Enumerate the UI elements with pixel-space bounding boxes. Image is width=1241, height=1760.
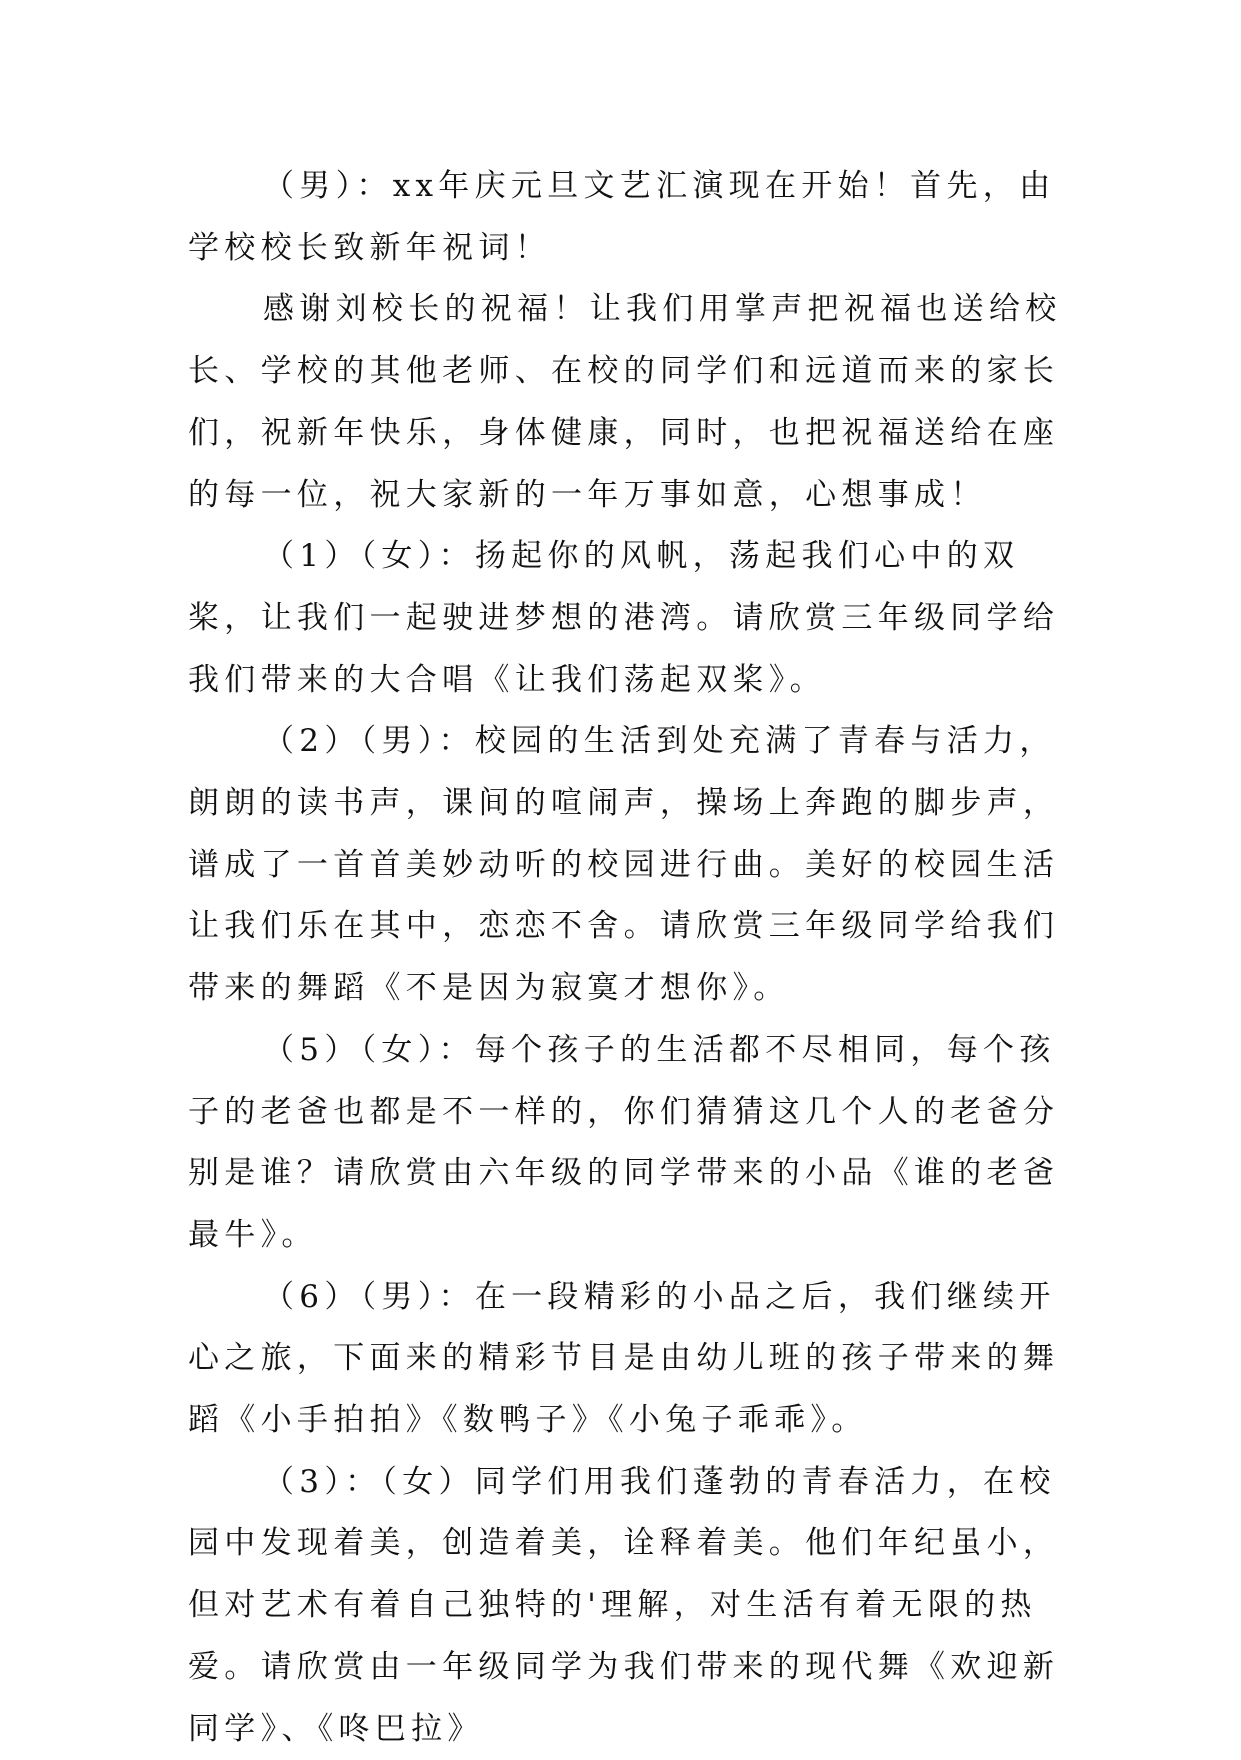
paragraph-program-6: （6）（男）：在一段精彩的小品之后，我们继续开心之旅，下面来的精彩节目是由幼儿班的孩子带来的舞蹈《小手拍拍》《数鸭子》《小兔子乖乖》。 — [188, 1278, 1060, 1439]
paragraph-program-1: （1）（女）：扬起你的风帆，荡起我们心中的双桨，让我们一起驶进梦想的港湾。请欣赏三年级同学给我们带来的大合唱《让我们荡起双桨》。 — [188, 538, 1060, 698]
paragraph-opening: （男）：xx年庆元旦文艺汇演现在开始！首先，由学校校长致新年祝词！ — [188, 168, 1056, 266]
document-body — [188, 156, 1088, 1760]
paragraph-program-3: （3）：（女）同学们用我们蓬勃的青春活力，在校园中发现着美，创造着美，诠释着美。他们年纪虽小，但对艺术有着自己独特的'理解，对生活有着无限的热爱。请欣赏由一年级同学为我们带来的现代舞《欢迎新同学》、《咚巴拉》 — [188, 1463, 1060, 1747]
paragraph-thanks: 感谢刘校长的祝福！让我们用掌声把祝福也送给校长、学校的其他老师、在校的同学们和远道而来的家长们，祝新年快乐，身体健康，同时，也把祝福送给在座的每一位，祝大家新的一年万事如意，心想事成！ — [188, 291, 1062, 513]
paragraph-program-2: （2）（男）：校园的生活到处充满了青春与活力，朗朗的读书声，课间的喧闹声，操场上奔跑的脚步声，谱成了一首首美妙动听的校园进行曲。美好的校园生活让我们乐在其中，恋恋不舍。请欣赏三年级同学给我们带来的舞蹈《不是因为寂寞才想你》。 — [188, 723, 1060, 1007]
paragraph-program-5: （5）（女）：每个孩子的生活都不尽相同，每个孩子的老爸也都是不一样的，你们猜猜这几个人的老爸分别是谁？请欣赏由六年级的同学带来的小品《谁的老爸最牛》。 — [188, 1031, 1060, 1253]
